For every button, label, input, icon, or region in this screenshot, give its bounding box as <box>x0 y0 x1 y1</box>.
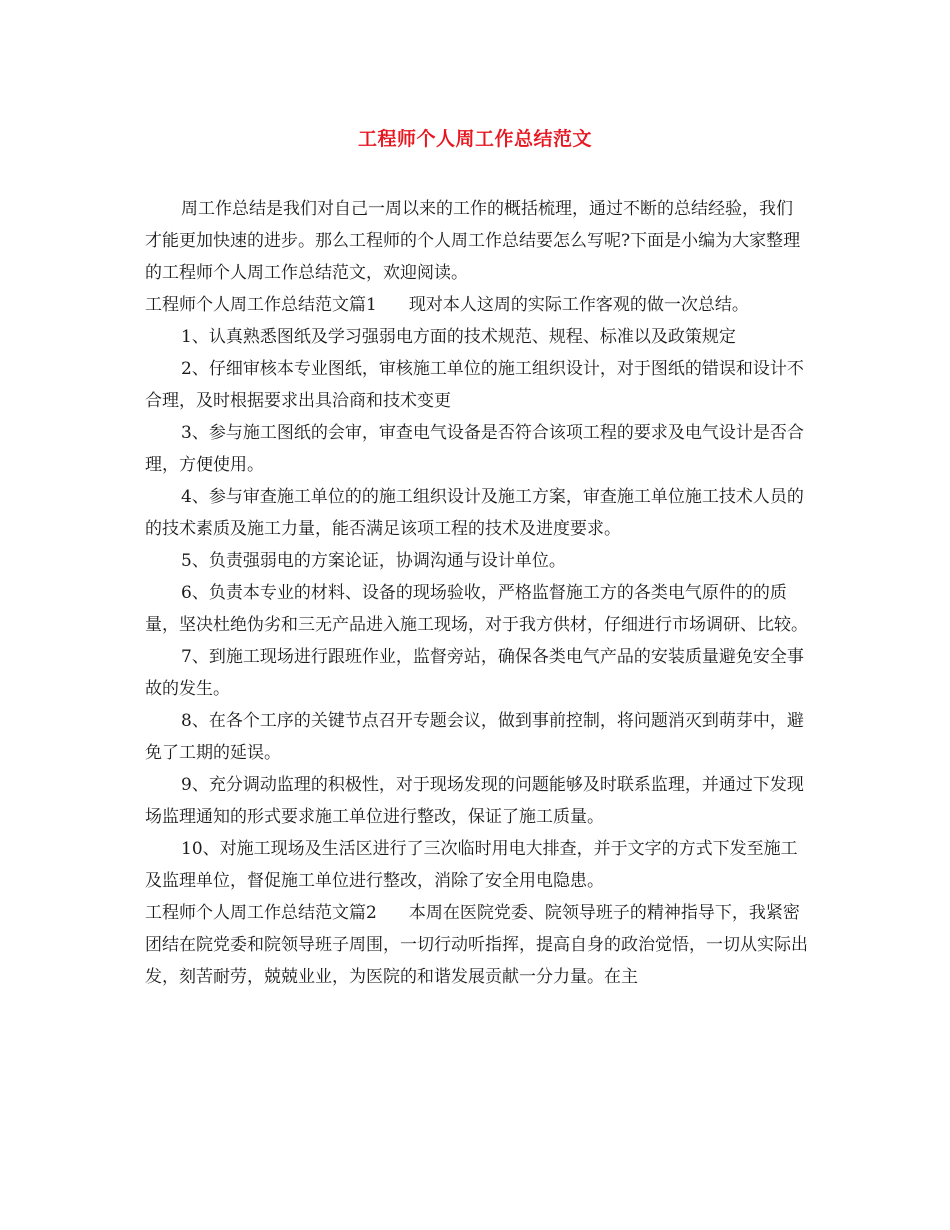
list-item-3: 3、参与施工图纸的会审，审查电气设备是否符合该项工程的要求及电气设计是否合理，方便使用。 <box>145 423 804 475</box>
section-1-heading-line <box>145 289 809 321</box>
intro-paragraph: 周工作总结是我们对自己一周以来的工作的概括梳理，通过不断的总结经验，我们才能更加快速的进步。那么工程师的个人周工作总结要怎么写呢?下面是小编为大家整理的工程师个人周工作总结范文，欢迎阅读。 <box>145 199 801 283</box>
section-2-heading-line <box>145 897 809 993</box>
list-item-8: 8、在各个工序的关键节点召开专题会议，做到事前控制，将问题消灭到萌芽中，避免了工期的延误。 <box>145 711 804 763</box>
section-2-heading: 工程师个人周工作总结范文篇2 <box>145 903 377 923</box>
list-item-5: 5、负责强弱电的方案论证，协调沟通与设计单位。 <box>181 551 566 571</box>
section-1-heading: 工程师个人周工作总结范文篇1 <box>145 295 377 315</box>
list-item-6: 6、负责本专业的材料、设备的现场验收，严格监督施工方的各类电气原件的的质量，坚决杜绝伪劣和三无产品进入施工现场，对于我方供材，仔细进行市场调研、比较。 <box>145 583 808 635</box>
list-item-7: 7、到施工现场进行跟班作业，监督旁站，确保各类电气产品的安装质量避免安全事故的发生。 <box>145 647 804 699</box>
list-item-2: 2、仔细审核本专业图纸，审核施工单位的施工组织设计，对于图纸的错误和设计不合理，及时根据要求出具洽商和技术变更 <box>145 359 804 411</box>
document-body <box>145 193 809 993</box>
list-item-10: 10、对施工现场及生活区进行了三次临时用电大排查，并于文字的方式下发至施工及监理单位，督促施工单位进行整改，消除了安全用电隐患。 <box>145 839 798 891</box>
list-item-4: 4、参与审查施工单位的的施工组织设计及施工方案，审查施工单位施工技术人员的的技术素质及施工力量，能否满足该项工程的技术及进度要求。 <box>145 487 804 539</box>
document-title: 工程师个人周工作总结范文 <box>357 128 592 150</box>
section-2-lead: 本周在医院党委、院领导班子的精神指导下，我紧密团结在院党委和院领导班子周围，一切行动听指挥，提高自身的政治觉悟，一切从实际出发，刻苦耐劳，兢兢业业，为医院的和谐发展贡献一分力量。在主 <box>145 903 808 987</box>
list-item-1: 1、认真熟悉图纸及学习强弱电方面的技术规范、规程、标准以及政策规定 <box>181 327 736 347</box>
list-item-9: 9、充分调动监理的积极性，对于现场发现的问题能够及时联系监理，并通过下发现场监理通知的形式要求施工单位进行整改，保证了施工质量。 <box>145 775 804 827</box>
section-1-lead: 现对本人这周的实际工作客观的做一次总结。 <box>408 295 749 315</box>
